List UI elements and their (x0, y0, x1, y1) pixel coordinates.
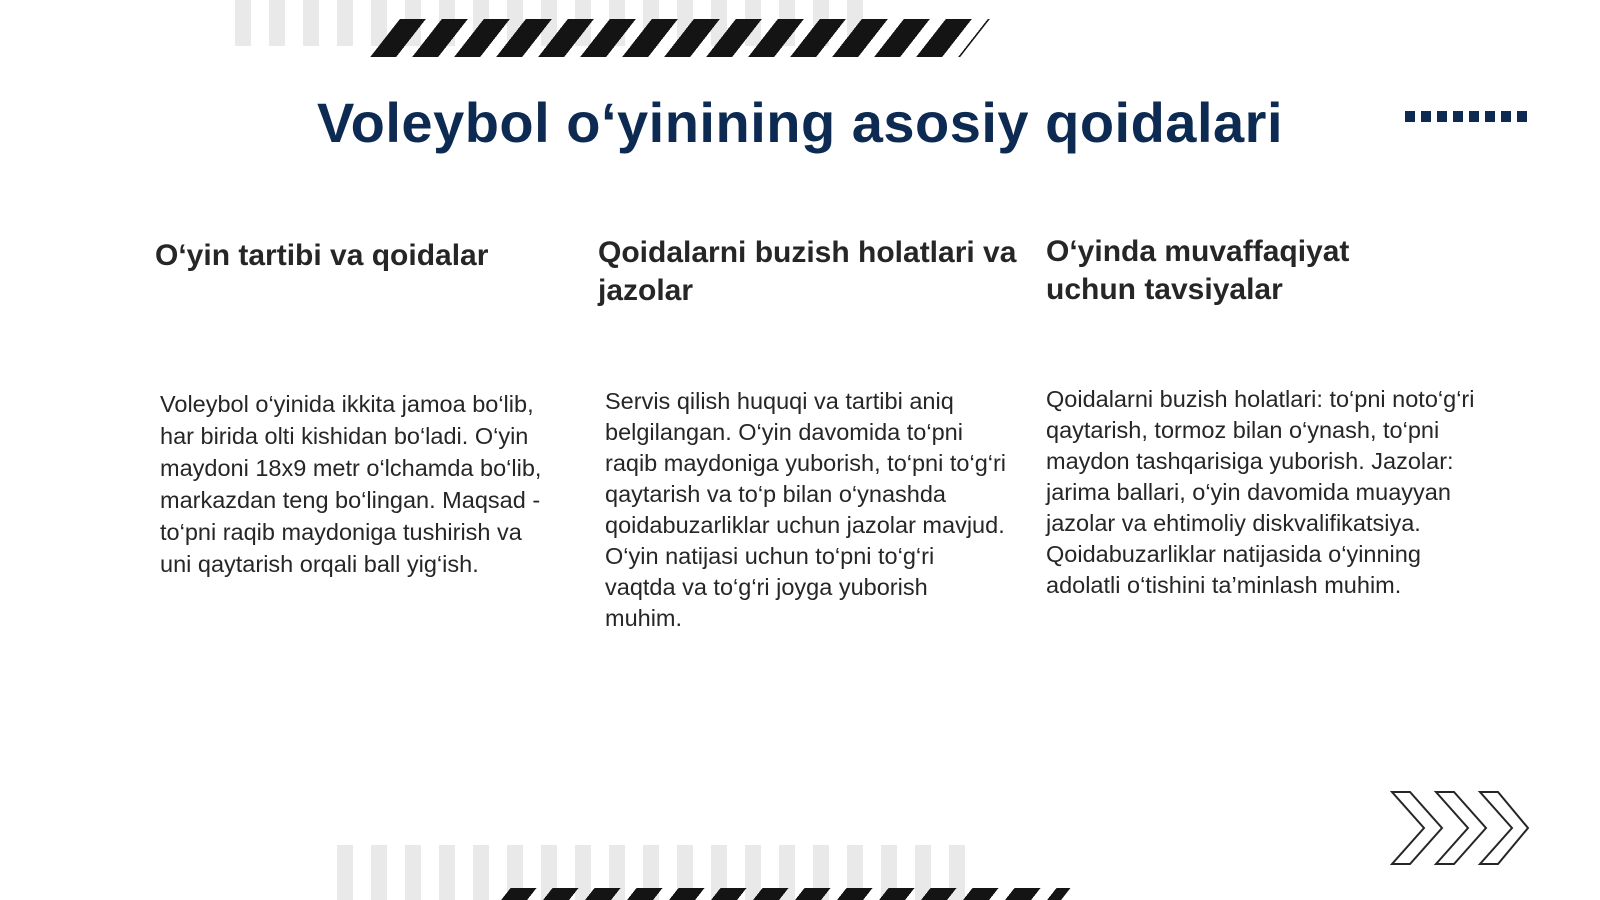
column-2-heading: Qoidalarni buzish holatlari va jazolar (598, 236, 1017, 307)
column-3-heading: O‘yinda muvaffaqiyat uchun tavsiyalar (1046, 235, 1350, 306)
slide-title: Voleybol o‘yinining asosiy qoidalari (316, 91, 1284, 154)
column-1-text: Voleybol o‘yinida ikkita jamoa bo‘lib, har birida olti kishidan bo‘ladi. O‘yin maydoni 18x9 metr o‘lchamda bo‘lib, markazdan teng bo‘lingan. Maqsad - to‘pni raqib maydoniga tushirish va uni qaytarish orqali ball yig‘ish. (160, 391, 542, 577)
column-1-heading: O‘yin tartibi va qoidalar (155, 239, 489, 272)
bottom-dark-stripes (500, 888, 1071, 900)
column-2-text: Servis qilish huquqi va tartibi aniq belgilangan. O‘yin davomida to‘pni raqib maydoniga yuborish, to‘pni to‘g‘ri qaytarish va to‘p bilan o‘ynashda qoidabuzarliklar uchun jazolar mavjud. O‘yin natijasi uchun to‘pni to‘g‘ri vaqtda va to‘g‘ri joyga yuborish muhim. (605, 388, 1007, 631)
top-dark-stripes (370, 19, 990, 57)
triple-chevron-right-icon (1390, 790, 1530, 866)
column-3-text: Qoidalarni buzish holatlari: to‘pni noto‘g‘ri qaytarish, tormoz bilan o‘ynash, to‘pni maydon tashqarisiga yuborish. Jazolar: jarima ballari, o‘yin davomida muayyan jazolar va ehtimoliy diskvalifikatsiya. Qoidabuzarliklar natijasida o‘yinning adolatli o‘tishini ta’minlash muhim. (1046, 386, 1475, 598)
